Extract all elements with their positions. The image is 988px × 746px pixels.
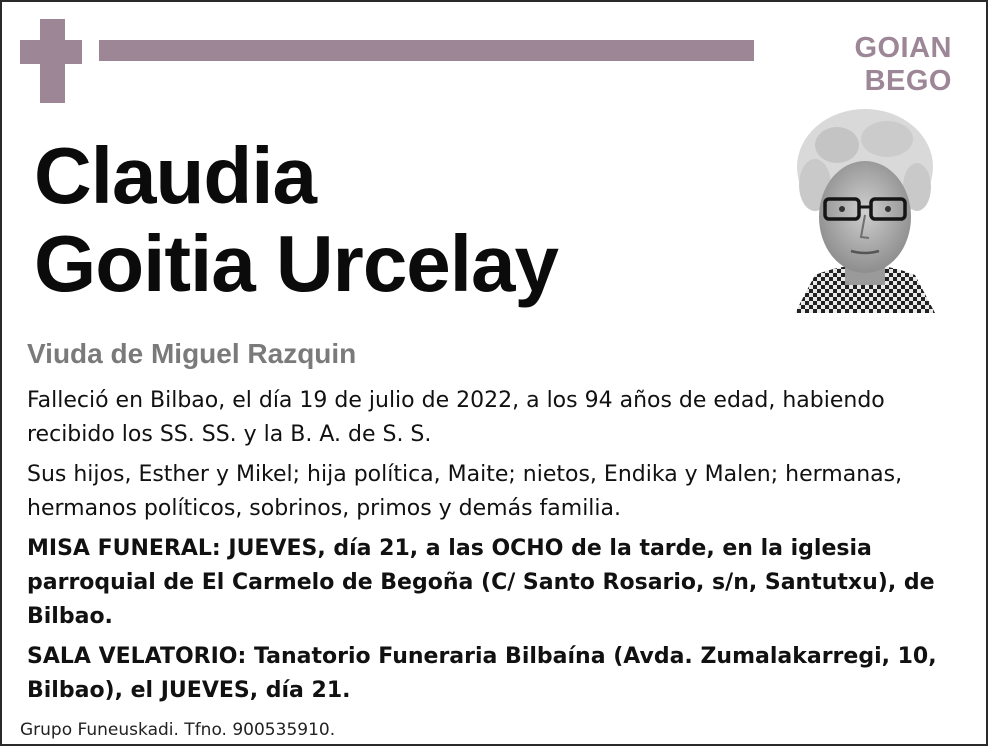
family-notice: Sus hijos, Esther y Mikel; hija política, Maite; nietos, Endika y Malen; hermanas, hermanos políticos, sobrinos, primos y demás familia. (27, 462, 903, 521)
subtitle-widow-of: Viuda de Miguel Razquin (27, 338, 357, 369)
portrait-photo (785, 105, 945, 313)
death-notice: Falleció en Bilbao, el día 19 de julio de 2022, a los 94 años de edad, habiendo recibido los SS. SS. y la B. A. de S. S. (27, 388, 885, 447)
organization-name: GOIAN BEGO (854, 32, 952, 97)
wake-room-notice: SALA VELATORIO: Tanatorio Funeraria Bilbaína (Avda. Zumalakarregi, 10, Bilbao), el JUEVES, día 21. (27, 644, 937, 703)
deceased-name (34, 132, 558, 308)
funeral-mass-notice: MISA FUNERAL: JUEVES, día 21, a las OCHO de la tarde, en la iglesia parroquial de El Carmelo de Begoña (C/ Santo Rosario, s/n, Santutxu), de Bilbao. (27, 536, 935, 629)
last-names: Goitia Urcelay (34, 219, 559, 308)
obituary-body (27, 384, 967, 714)
header-bar (99, 40, 754, 61)
footer-contact: Grupo Funeuskadi. Tfno. 900535910. (20, 720, 336, 740)
first-name: Claudia (34, 131, 316, 220)
